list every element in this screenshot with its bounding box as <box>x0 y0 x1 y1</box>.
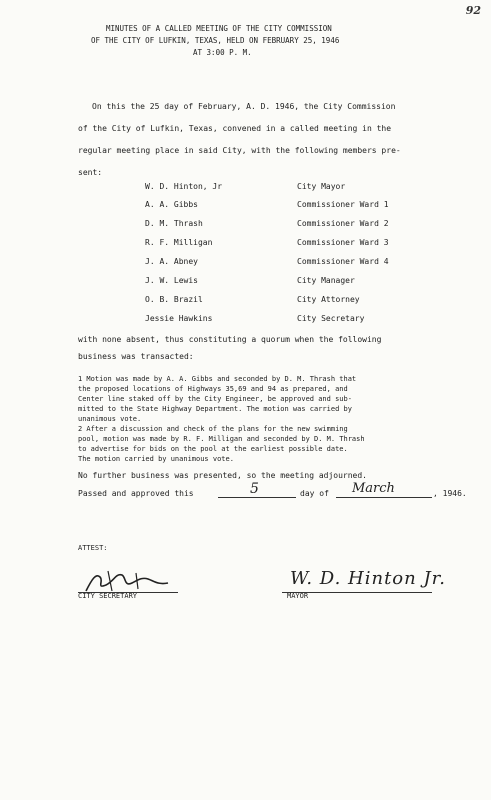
member-name: W. D. Hinton, Jr <box>145 182 223 191</box>
approval-month: March <box>352 481 395 496</box>
member-title: Commissioner Ward 4 <box>297 257 389 266</box>
day-underline <box>218 497 296 498</box>
motion-line: Center line staked off by the City Engineer, be approved and sub- <box>78 395 352 403</box>
secretary-label: CITY SECRETARY <box>78 592 138 600</box>
intro-line-3: regular meeting place in said City, with the following members pre- <box>78 146 401 155</box>
page-number: 92 <box>465 4 481 17</box>
motion-line: unanimous vote. <box>78 415 142 423</box>
intro-line-4: sent: <box>78 168 103 177</box>
quorum-line-1: with none absent, thus constituting a quorum when the following <box>78 335 382 344</box>
motion-line: The motion carried by unanimous vote. <box>78 455 234 463</box>
quorum-line-2: business was transacted: <box>78 352 194 361</box>
title-line-2: OF THE CITY OF LUFKIN, TEXAS, HELD ON FEBRUARY 25, 1946 <box>91 36 340 45</box>
approval-day: 5 <box>250 481 259 497</box>
member-title: Commissioner Ward 1 <box>297 200 389 209</box>
member-name: O. B. Brazil <box>145 295 203 304</box>
member-title: Commissioner Ward 2 <box>297 219 389 228</box>
member-name: D. M. Thrash <box>145 219 203 228</box>
member-title: City Attorney <box>297 295 360 304</box>
member-name: J. W. Lewis <box>145 276 198 285</box>
intro-line-1: On this the 25 day of February, A. D. 1946, the City Commission <box>92 102 396 111</box>
month-underline <box>336 497 432 498</box>
member-name: Jessie Hawkins <box>145 314 213 323</box>
member-title: City Manager <box>297 276 355 285</box>
approval-year: , 1946. <box>433 489 467 498</box>
motion-line: the proposed locations of Highways 35,69 and 94 as prepared, and <box>78 385 348 393</box>
closing-statement: No further business was presented, so the meeting adjourned. <box>78 471 367 480</box>
intro-line-2: of the City of Lufkin, Texas, convened in a called meeting in the <box>78 124 392 133</box>
approval-prefix: Passed and approved this <box>78 489 194 498</box>
member-name: A. A. Gibbs <box>145 200 198 209</box>
title-line-1: MINUTES OF A CALLED MEETING OF THE CITY COMMISSION <box>106 24 332 33</box>
member-name: J. A. Abney <box>145 257 198 266</box>
motion-line: 2 After a discussion and check of the plans for the new swimming <box>78 425 348 433</box>
member-title: City Secretary <box>297 314 365 323</box>
member-name: R. F. Milligan <box>145 238 213 247</box>
title-line-3: AT 3:00 P. M. <box>193 48 252 57</box>
motion-line: 1 Motion was made by A. A. Gibbs and seconded by D. M. Thrash that <box>78 375 357 383</box>
motion-line: to advertise for bids on the pool at the earliest possible date. <box>78 445 348 453</box>
motion-line: pool, motion was made by R. F. Milligan and seconded by D. M. Thrash <box>78 435 365 443</box>
mayor-signature: W. D. Hinton Jr. <box>290 568 447 589</box>
member-title: Commissioner Ward 3 <box>297 238 389 247</box>
mayor-label: MAYOR <box>287 592 309 600</box>
motion-line: mitted to the State Highway Department. The motion was carried by <box>78 405 352 413</box>
attest-label: ATTEST: <box>78 544 108 552</box>
approval-middle: day of <box>300 489 329 498</box>
member-title: City Mayor <box>297 182 346 191</box>
